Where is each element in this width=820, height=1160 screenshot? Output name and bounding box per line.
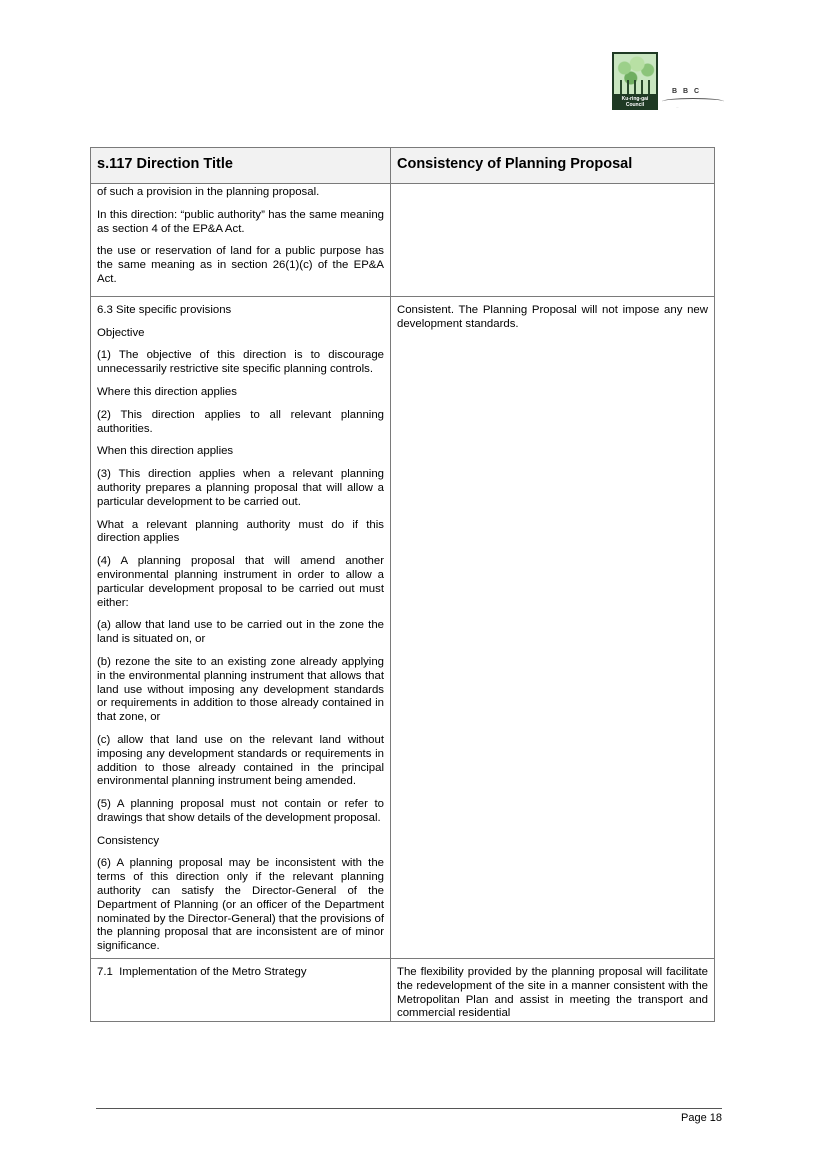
- row2-para: Consistency: [97, 834, 160, 847]
- row2-para: (6) A planning proposal may be inconsistent with the terms of this direction only if the relevant planning authority can satisfy the Director-General of the Department of Planning (or an officer of the Department nominated by the Director-General) that the provisions of the planning proposal that are inconsistent are of minor significance.: [97, 857, 384, 953]
- table-row: [91, 959, 715, 1022]
- table-header-row: [91, 148, 715, 184]
- row2-direction-cell: [91, 296, 391, 958]
- row1-para: In this direction: “public authority” has the same meaning as section 4 of the EP&A Act.: [97, 208, 384, 235]
- bbc-logo-swoosh: [662, 98, 724, 105]
- row1-consistency-cell: [391, 184, 715, 297]
- row2-para: (3) This direction applies when a relevant planning authority prepares a planning proposal that will allow a particular development to be carried out.: [97, 468, 384, 508]
- row3-consistency-cell: [391, 959, 715, 1022]
- row2-consistency-cell: [391, 296, 715, 958]
- tree-trunks-graphic: [620, 80, 650, 94]
- bbc-logo-tagline: ...: [676, 105, 679, 109]
- row3-direction-cell: [91, 959, 391, 1022]
- row2-para: (4) A planning proposal that will amend another environmental planning instrument in order to allow a particular development proposal to be carried out must either:: [97, 555, 384, 609]
- row2-para: (c) allow that land use on the relevant land without imposing any development standards or requirements in addition to those already contained in the principal environmental planning instrument being amended.: [97, 733, 384, 788]
- ku-ring-gai-council-logo: [612, 52, 658, 110]
- s117-directions-table: [90, 147, 715, 1022]
- row2-para: (a) allow that land use to be carried out in the zone the land is situated on, or: [97, 619, 384, 646]
- row2-para: Where this direction applies: [97, 385, 237, 398]
- row1-para: of such a provision in the planning proposal.: [97, 186, 320, 198]
- council-logo-text: Ku-ring-gai Council: [621, 96, 649, 108]
- row2-para: When this direction applies: [97, 445, 234, 458]
- row3-consistency-text: The flexibility provided by the planning proposal will facilitate the redevelopment of the site in a manner consistent with the Metropolitan Plan and assist in meeting the transport and commercial residential: [397, 966, 708, 1020]
- row2-para: Objective: [97, 326, 145, 339]
- row1-direction-cell: [91, 184, 391, 297]
- row1-para: the use or reservation of land for a public purpose has the same meaning as in section 26(1)(c) of the EP&A Act.: [97, 245, 384, 285]
- row2-para: What a relevant planning authority must do if this direction applies: [97, 518, 384, 545]
- page-number: Page 18: [681, 1112, 722, 1124]
- row2-para: (1) The objective of this direction is to discourage unnecessarily restrictive site specific planning controls.: [97, 349, 384, 376]
- header-direction-title: s.117 Direction Title: [91, 148, 391, 184]
- header-consistency: Consistency of Planning Proposal: [391, 148, 715, 184]
- row2-para: (b) rezone the site to an existing zone already applying in the environmental planning instrument that allows that land use without imposing any development standards or requirements in addition to those already contained in that zone, or: [97, 655, 384, 724]
- bbc-logo-letters: B B C: [672, 88, 702, 95]
- row2-para: (5) A planning proposal must not contain or refer to drawings that show details of the development proposal.: [97, 798, 384, 824]
- row2-para: (2) This direction applies to all relevant planning authorities.: [97, 408, 384, 435]
- bbc-logo: [662, 88, 724, 110]
- row3-direction-text: 7.1 Implementation of the Metro Strategy: [97, 966, 307, 979]
- table-row: [91, 296, 715, 958]
- footer-divider: [96, 1108, 722, 1109]
- table-row: [91, 184, 715, 297]
- row2-consistency-text: Consistent. The Planning Proposal will not impose any new development standards.: [397, 303, 708, 330]
- header-logos: [612, 52, 727, 112]
- row2-para: 6.3 Site specific provisions: [97, 303, 232, 316]
